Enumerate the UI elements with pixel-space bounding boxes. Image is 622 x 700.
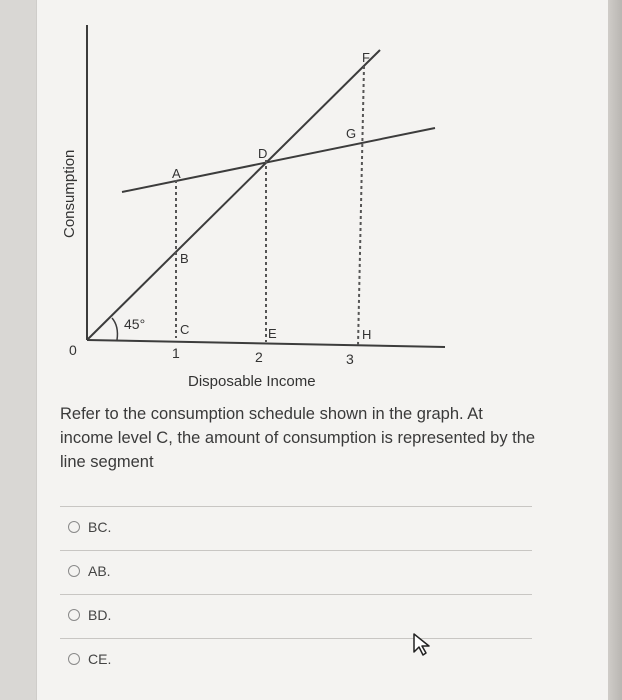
radio-unselected-icon[interactable] <box>68 653 80 665</box>
point-label-G: G <box>346 126 357 141</box>
x-tick-3: 3 <box>346 351 354 367</box>
option-label: CE. <box>88 651 112 667</box>
45-degree-line <box>87 50 380 340</box>
point-label-B: B <box>180 251 189 266</box>
dashed-line-F-H <box>358 66 364 346</box>
radio-unselected-icon[interactable] <box>68 609 80 621</box>
question-text: Refer to the consumption schedule shown in the graph. At income level C, the amount of consumption is represented by the line segment <box>60 405 536 471</box>
point-label-F: F <box>362 50 370 65</box>
point-label-E: E <box>268 326 277 341</box>
option-label: AB. <box>88 563 111 579</box>
x-axis-title: Disposable Income <box>188 373 316 390</box>
option-bd[interactable] <box>68 604 111 626</box>
option-ce[interactable] <box>68 648 111 670</box>
option-ab[interactable] <box>68 560 111 582</box>
point-label-C: C <box>180 322 190 337</box>
consumption-line <box>122 128 435 192</box>
radio-unselected-icon[interactable] <box>68 565 80 577</box>
option-divider <box>60 550 532 551</box>
point-label-H: H <box>362 327 372 342</box>
option-divider <box>60 506 532 507</box>
angle-arc <box>112 318 117 340</box>
cursor-arrow-icon <box>412 632 434 658</box>
origin-label: 0 <box>69 342 77 358</box>
y-axis-title: Consumption <box>61 149 78 238</box>
radio-unselected-icon[interactable] <box>68 521 80 533</box>
option-label: BD. <box>88 607 112 623</box>
option-divider <box>60 638 532 639</box>
option-bc[interactable] <box>68 516 111 538</box>
option-label: BC. <box>88 519 112 535</box>
point-label-D: D <box>258 146 268 161</box>
angle-label: 45° <box>124 316 146 332</box>
x-tick-1: 1 <box>172 345 180 361</box>
option-divider <box>60 594 532 595</box>
x-tick-2: 2 <box>255 349 263 365</box>
point-label-A: A <box>172 166 181 181</box>
